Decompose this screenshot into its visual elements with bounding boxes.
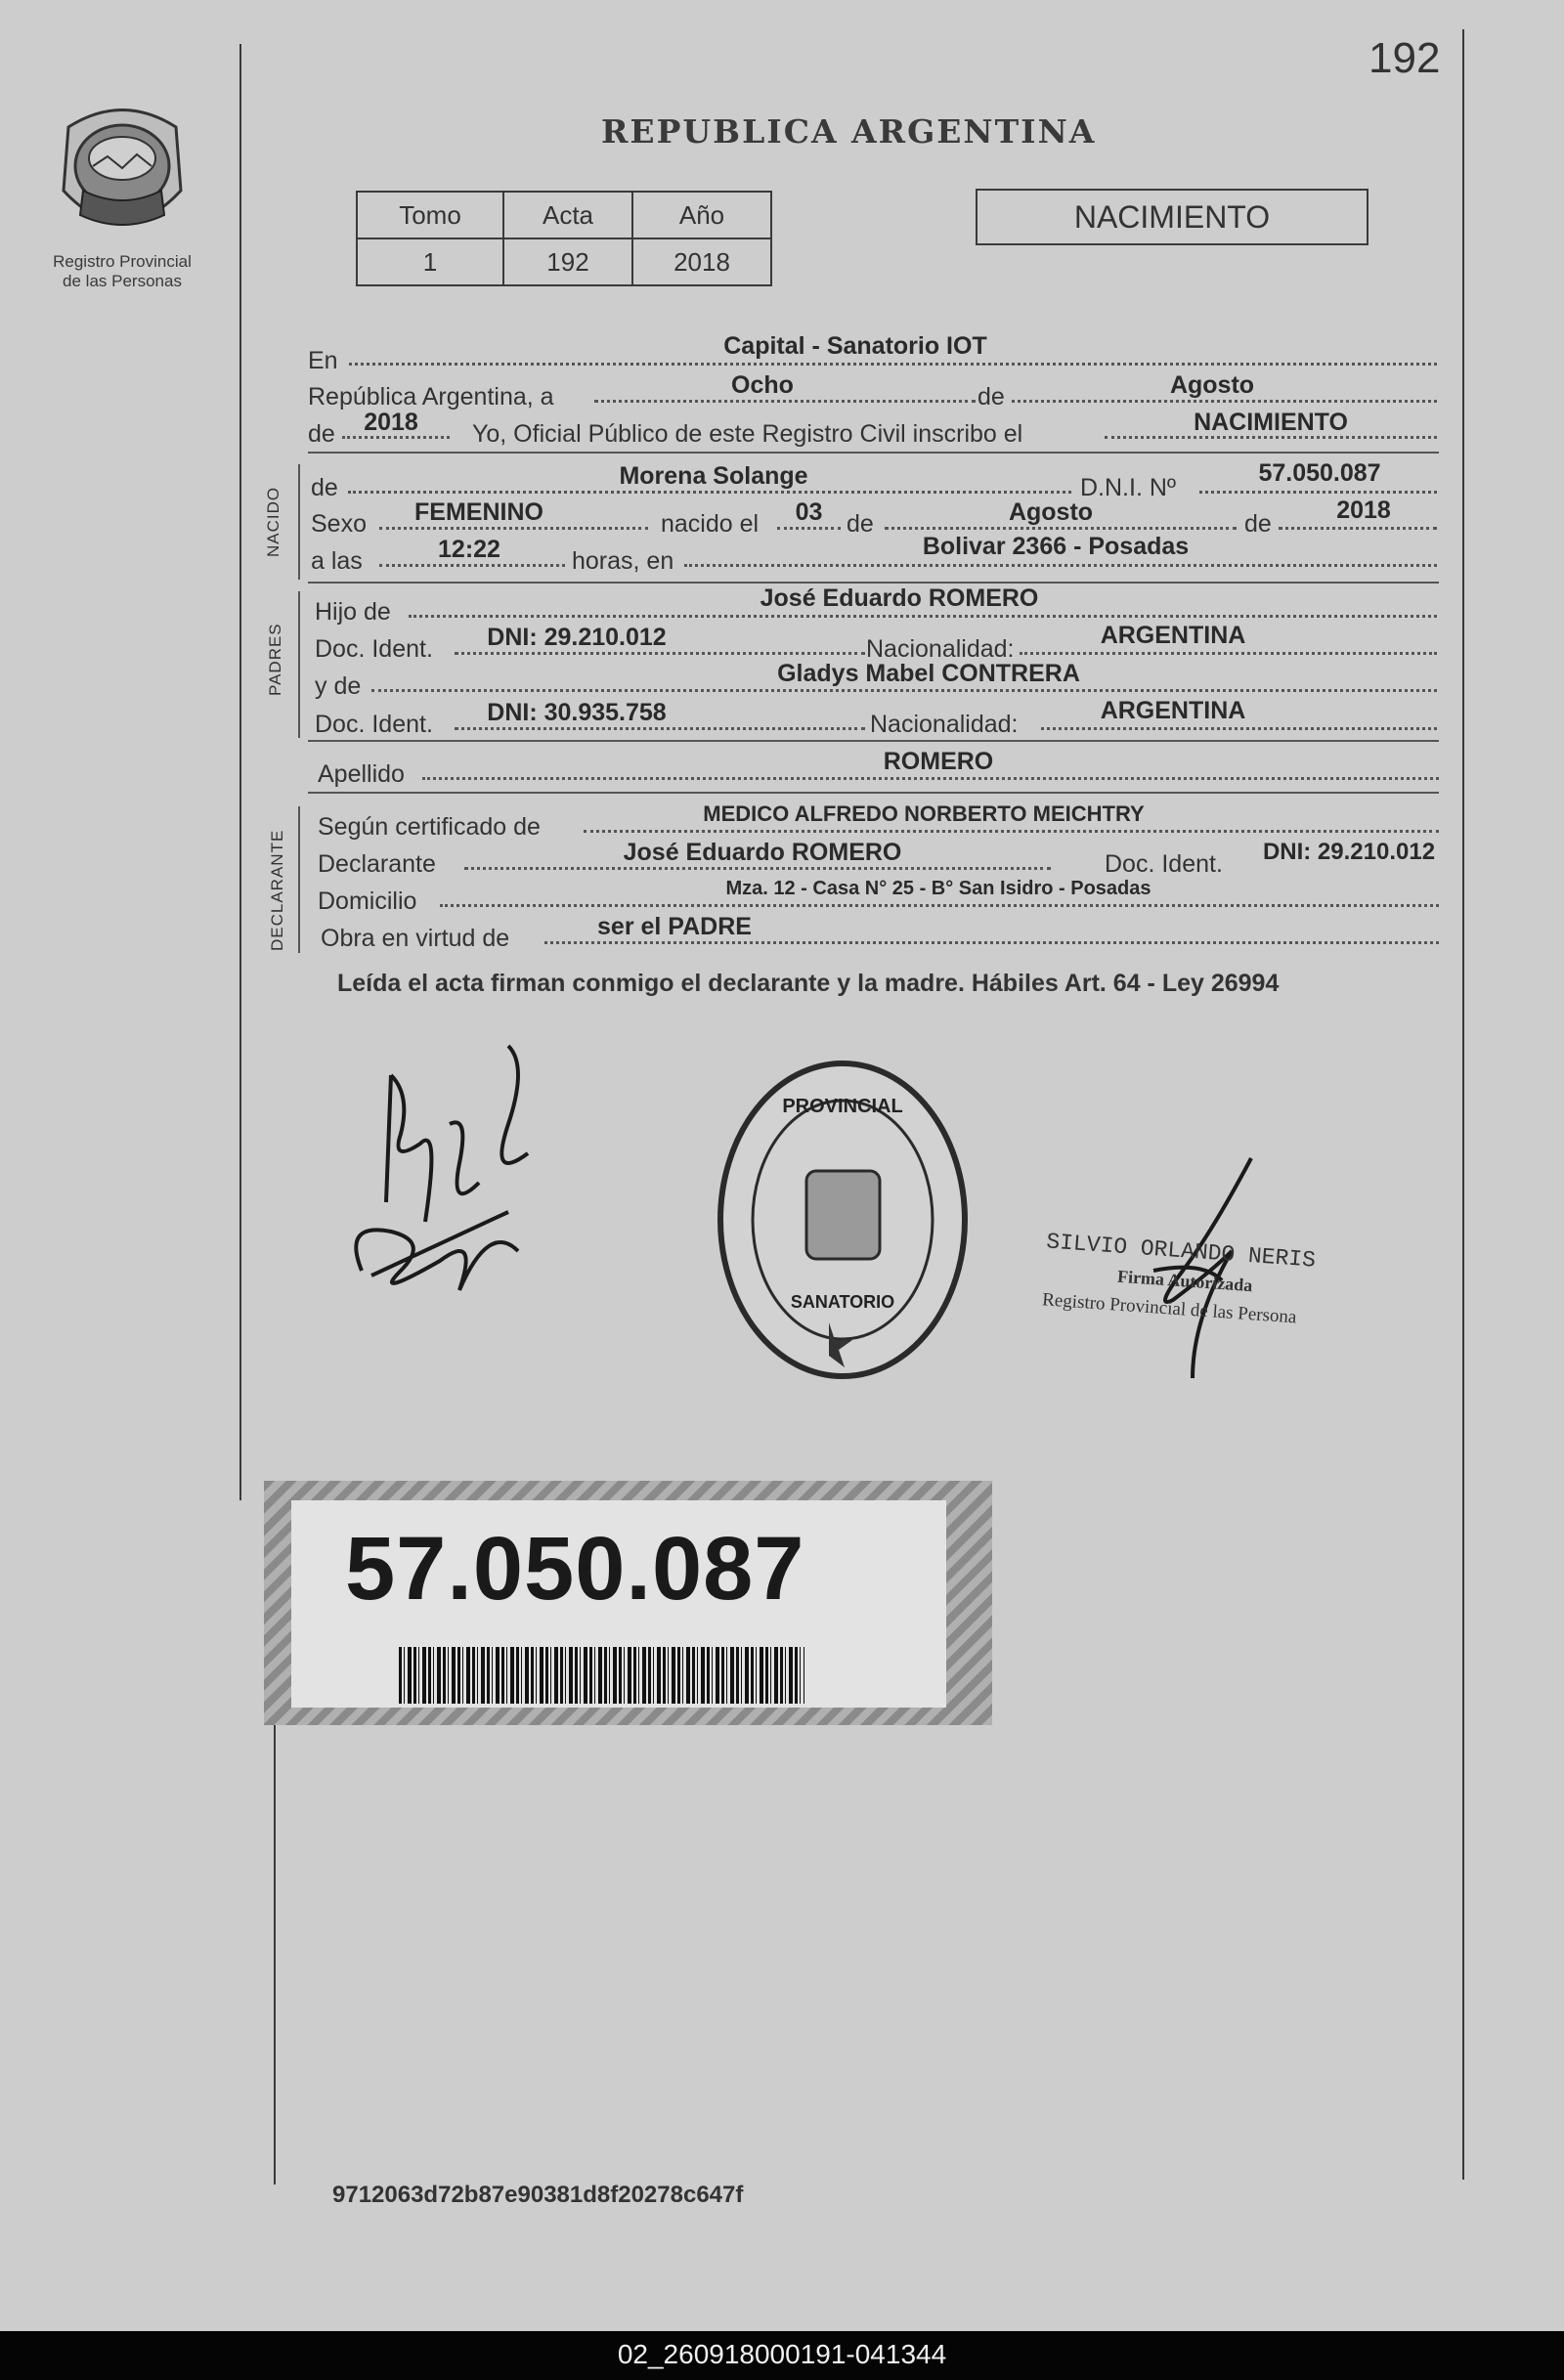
official-org: Registro Provincial de las Persona	[1041, 1289, 1298, 1328]
sexo-label: Sexo	[311, 510, 367, 538]
doc-label: Doc. Ident.	[315, 711, 433, 738]
declarant-signature-icon	[332, 1026, 557, 1320]
dotted-line	[440, 900, 1439, 907]
inscribo-value: NACIMIENTO	[1194, 409, 1348, 436]
dotted-line	[584, 826, 1439, 833]
en-label: En	[308, 347, 338, 374]
barcode-label-inner	[291, 1500, 946, 1708]
nacido-label: nacido el	[661, 510, 760, 538]
page-number: 192	[1368, 34, 1441, 82]
alas-label: a las	[311, 547, 363, 575]
section-bracket	[298, 591, 300, 738]
section-label-padres: PADRES	[266, 623, 284, 696]
registry-stamp-icon	[714, 1054, 973, 1386]
mother-doc-value: DNI: 30.935.758	[487, 699, 667, 726]
section-divider	[308, 740, 1439, 742]
apellido-value: ROMERO	[883, 748, 994, 775]
day-text-value: Ocho	[731, 371, 794, 399]
de-label: de	[311, 474, 338, 501]
certificado-label: Según certificado de	[318, 813, 541, 841]
birth-year-value: 2018	[1336, 497, 1391, 524]
sexo-value: FEMENINO	[414, 498, 543, 526]
section-label-declarante: DECLARANTE	[268, 829, 286, 951]
hijo-label: Hijo de	[315, 598, 391, 626]
certificate-value: MEDICO ALFREDO NORBERTO MEICHTRY	[703, 801, 1145, 826]
section-bracket	[298, 464, 300, 580]
official-stamp	[1041, 1227, 1317, 1333]
dni-label: D.N.I. Nº	[1080, 474, 1177, 501]
declarante-label: Declarante	[318, 850, 436, 878]
cell-tomo: 1	[357, 238, 503, 285]
father-doc-value: DNI: 29.210.012	[487, 624, 667, 651]
father-nationality-value: ARGENTINA	[1100, 622, 1246, 649]
header-tomo: Tomo	[357, 192, 503, 238]
doc-label: Doc. Ident.	[315, 635, 433, 663]
birth-time-value: 12:22	[438, 536, 500, 563]
header-anio: Año	[632, 192, 771, 238]
registry-seal	[49, 98, 196, 244]
table-row	[357, 238, 771, 285]
section-divider	[308, 792, 1439, 794]
year-value: 2018	[364, 409, 418, 436]
mother-nationality-value: ARGENTINA	[1100, 697, 1246, 724]
closing-statement: Leída el acta firman conmigo el declarante y la madre. Hábiles Art. 64 - Ley 26994	[337, 970, 1280, 997]
left-margin-line-lower	[274, 1725, 276, 2185]
stamp-text: PROVINCIAL	[782, 1096, 903, 1117]
nacionalidad-label: Nacionalidad:	[866, 635, 1015, 663]
header-acta: Acta	[503, 192, 632, 238]
horas-label: horas, en	[572, 547, 674, 575]
registry-label	[29, 252, 215, 291]
section-divider	[308, 582, 1439, 584]
tomo-acta-table	[356, 191, 772, 286]
obra-label: Obra en virtud de	[321, 925, 510, 952]
yde-label: y de	[315, 672, 362, 700]
father-name-value: José Eduardo ROMERO	[760, 584, 1039, 612]
footer-code: 02_260918000191-041344	[617, 2339, 947, 2369]
birth-place-value: Bolivar 2366 - Posadas	[922, 533, 1190, 560]
declarant-name-value: José Eduardo ROMERO	[623, 839, 902, 866]
stamp-inner-text: SANATORIO	[790, 1292, 895, 1312]
de-label: de	[847, 510, 874, 538]
barcode-icon	[399, 1647, 804, 1704]
month-value: Agosto	[1169, 371, 1255, 399]
section-bracket	[298, 806, 300, 953]
de-label: de	[308, 420, 335, 448]
de-label: de	[978, 383, 1005, 411]
document-hash: 9712063d72b87e90381d8f20278c647f	[332, 2182, 744, 2208]
registry-label-line2: de las Personas	[63, 272, 182, 290]
apellido-label: Apellido	[318, 760, 405, 788]
section-label-nacido: NACIDO	[264, 486, 282, 557]
registry-label-line1: Registro Provincial	[53, 252, 192, 271]
left-margin-line	[239, 44, 241, 1500]
right-margin-line	[1462, 29, 1464, 2180]
inscribo-label: Yo, Oficial Público de este Registro Civil inscribo el	[472, 420, 1023, 448]
official-title: Firma Autorizada	[1116, 1266, 1253, 1296]
declarant-doc-value: DNI: 29.210.012	[1262, 839, 1436, 865]
domicilio-value: Mza. 12 - Casa N° 25 - B° San Isidro - Posadas	[725, 878, 1151, 899]
birth-day-value: 03	[795, 498, 823, 526]
provincia-misiones-seal-icon	[49, 98, 196, 244]
obra-value: ser el PADRE	[597, 913, 752, 940]
cell-acta: 192	[503, 238, 632, 285]
barcode-label	[264, 1481, 992, 1725]
republica-label: República Argentina, a	[308, 383, 554, 411]
cell-anio: 2018	[632, 238, 771, 285]
mother-name-value: Gladys Mabel CONTRERA	[777, 660, 1080, 687]
dotted-line	[1199, 487, 1437, 494]
de-label: de	[1244, 510, 1272, 538]
birth-month-value: Agosto	[1008, 498, 1094, 526]
child-dni-value: 57.050.087	[1258, 459, 1381, 487]
dotted-line	[684, 560, 1437, 567]
act-type-box: NACIMIENTO	[976, 189, 1368, 245]
section-divider	[308, 452, 1439, 454]
doc-label: Doc. Ident.	[1105, 850, 1223, 878]
official-name: SILVIO ORLANDO NERIS	[1045, 1229, 1317, 1274]
barcode-number: 57.050.087	[345, 1519, 805, 1619]
place-value: Capital - Sanatorio IOT	[723, 332, 987, 360]
child-name-value: Morena Solange	[619, 462, 808, 490]
domicilio-label: Domicilio	[318, 887, 417, 915]
nacionalidad-label: Nacionalidad:	[870, 711, 1019, 738]
table-header-row	[357, 192, 771, 238]
country-title: REPUBLICA ARGENTINA	[601, 112, 1097, 151]
